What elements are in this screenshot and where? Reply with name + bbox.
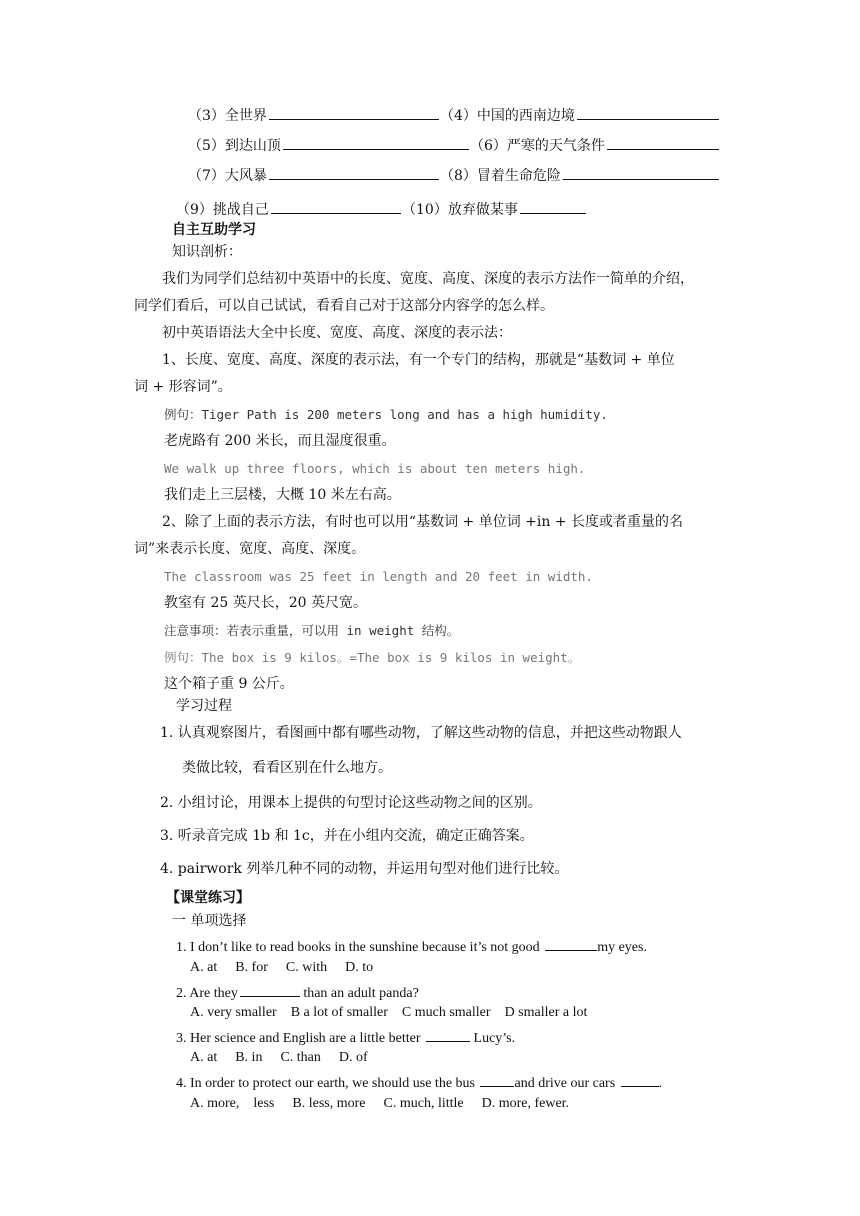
section-heading: 自主互助学习 <box>172 222 256 238</box>
option[interactable]: A. very smaller <box>190 1005 277 1020</box>
question-3 <box>176 1027 515 1048</box>
paragraph-line: 2、除了上面的表示方法，有时也可以用“基数词 + 单位词 +in + 长度或者重量的名 <box>162 514 683 530</box>
question-text: 4. In order to protect our earth, we should use the bus <box>176 1076 479 1091</box>
knowledge-label: 知识剖析： <box>172 244 242 260</box>
answer-blank[interactable] <box>545 936 597 951</box>
phrase-text: 大风暴 <box>224 168 267 184</box>
example-zh: 这个箱子重 9 公斤。 <box>164 676 294 692</box>
paragraph-line: 词”来表示长度、宽度、高度、深度。 <box>134 541 366 557</box>
question-text: 3. Her science and English are a little better <box>176 1031 425 1046</box>
options-row <box>190 959 391 977</box>
phrase-text: 挑战自己 <box>212 202 269 218</box>
step-line: 4. pairwork 列举几种不同的动物，并运用句型对他们进行比较。 <box>160 861 569 877</box>
practice-heading: 【课堂练习】 <box>166 890 250 906</box>
paragraph-line: 词 + 形容词”。 <box>134 379 232 395</box>
answer-blank[interactable] <box>563 165 719 180</box>
step-line: 1. 认真观察图片，看图画中都有哪些动物，了解这些动物的信息，并把这些动物跟人 <box>160 725 682 741</box>
step-line: 2. 小组讨论，用课本上提供的句型讨论这些动物之间的区别。 <box>160 795 542 811</box>
paragraph-line: 同学们看后，可以自己试试，看看自己对于这部分内容学的怎么样。 <box>134 298 554 314</box>
phrase-num: （3） <box>188 108 225 124</box>
phrase-num: （9） <box>176 202 213 218</box>
phrase-row <box>188 135 469 155</box>
options-row <box>190 1095 587 1113</box>
phrase-row <box>188 105 439 125</box>
option[interactable]: A. at <box>190 960 218 975</box>
phrase-text: 严寒的天气条件 <box>506 138 605 154</box>
option[interactable]: A. more, less <box>190 1096 275 1111</box>
answer-blank[interactable] <box>269 105 439 120</box>
paragraph-line: 初中英语语法大全中长度、宽度、高度、深度的表示法： <box>162 325 512 341</box>
paragraph-line: 1、长度、宽度、高度、深度的表示法，有一个专门的结构，那就是“基数词 + 单位 <box>162 352 675 368</box>
phrase-row <box>440 105 719 125</box>
phrase-num: （6） <box>470 138 507 154</box>
answer-blank[interactable] <box>577 105 719 120</box>
phrase-text: 到达山顶 <box>224 138 281 154</box>
options-row <box>190 1049 386 1067</box>
option[interactable]: C. than <box>280 1050 321 1065</box>
phrase-num: （5） <box>188 138 225 154</box>
answer-blank[interactable] <box>480 1072 514 1087</box>
phrase-text: 冒着生命危险 <box>476 168 561 184</box>
question-text: . <box>658 1076 663 1091</box>
phrase-num: （8） <box>440 168 477 184</box>
example-en: 例句：The box is 9 kilos。=The box is 9 kilos in weight。 <box>164 650 581 665</box>
phrase-text: 放弃做某事 <box>447 202 518 218</box>
question-text: than an adult panda? <box>299 986 419 1001</box>
phrase-row <box>440 165 719 185</box>
option[interactable]: B. less, more <box>292 1096 366 1111</box>
phrase-row <box>188 165 439 185</box>
phrase-num: （4） <box>440 108 477 124</box>
answer-blank[interactable] <box>621 1072 659 1087</box>
option[interactable]: D. to <box>345 960 374 975</box>
question-2 <box>176 982 419 1003</box>
question-text: Lucy’s. <box>470 1031 516 1046</box>
answer-blank[interactable] <box>426 1027 470 1042</box>
phrase-num: （10） <box>402 202 448 218</box>
options-row <box>190 1004 605 1022</box>
phrase-text: 全世界 <box>224 108 267 124</box>
question-text: and drive our cars <box>514 1076 619 1091</box>
option[interactable]: D. more, fewer. <box>481 1096 570 1111</box>
example-zh: 我们走上三层楼，大概 10 米左右高。 <box>164 487 401 503</box>
process-heading: 学习过程 <box>176 698 232 714</box>
option[interactable]: C. much, little <box>383 1096 464 1111</box>
answer-blank[interactable] <box>240 982 300 997</box>
question-text: my eyes. <box>597 940 647 955</box>
single-choice-heading: 一 单项选择 <box>172 913 247 929</box>
example-en: We walk up three floors, which is about ten meters high. <box>164 461 586 476</box>
answer-blank[interactable] <box>269 165 439 180</box>
example-en: The classroom was 25 feet in length and 20 feet in width. <box>164 569 593 584</box>
phrase-row <box>470 135 719 155</box>
step-line: 类做比较，看看区别在什么地方。 <box>182 760 392 776</box>
answer-blank[interactable] <box>271 199 401 214</box>
question-4 <box>176 1072 662 1093</box>
question-1 <box>176 936 647 957</box>
option[interactable]: C. with <box>285 960 328 975</box>
option[interactable]: A. at <box>190 1050 218 1065</box>
option[interactable]: D smaller a lot <box>504 1005 588 1020</box>
answer-blank[interactable] <box>607 135 719 150</box>
example-en: 例句：Tiger Path is 200 meters long and has a high humidity. <box>164 407 608 422</box>
phrase-row <box>176 199 401 219</box>
example-zh: 教室有 25 英尺长，20 英尺宽。 <box>164 595 367 611</box>
step-line: 3. 听录音完成 1b 和 1c，并在小组内交流，确定正确答案。 <box>160 828 534 844</box>
question-text: 2. Are they <box>176 986 238 1001</box>
option[interactable]: B. for <box>235 960 268 975</box>
note-line: 注意事项：若表示重量，可以用 in weight 结构。 <box>164 623 460 638</box>
answer-blank[interactable] <box>283 135 469 150</box>
phrase-num: （7） <box>188 168 225 184</box>
option[interactable]: B. in <box>235 1050 263 1065</box>
paragraph-line: 我们为同学们总结初中英语中的长度、宽度、高度、深度的表示方法作一简单的介绍， <box>162 271 694 287</box>
option[interactable]: C much smaller <box>401 1005 491 1020</box>
question-text: 1. I don’t like to read books in the sunshine because it’s not good <box>176 940 544 955</box>
answer-blank[interactable] <box>520 199 586 214</box>
option[interactable]: D. of <box>338 1050 368 1065</box>
phrase-row <box>402 199 586 219</box>
phrase-text: 中国的西南边境 <box>476 108 575 124</box>
example-zh: 老虎路有 200 米长，而且湿度很重。 <box>164 433 396 449</box>
option[interactable]: B a lot of smaller <box>290 1005 388 1020</box>
